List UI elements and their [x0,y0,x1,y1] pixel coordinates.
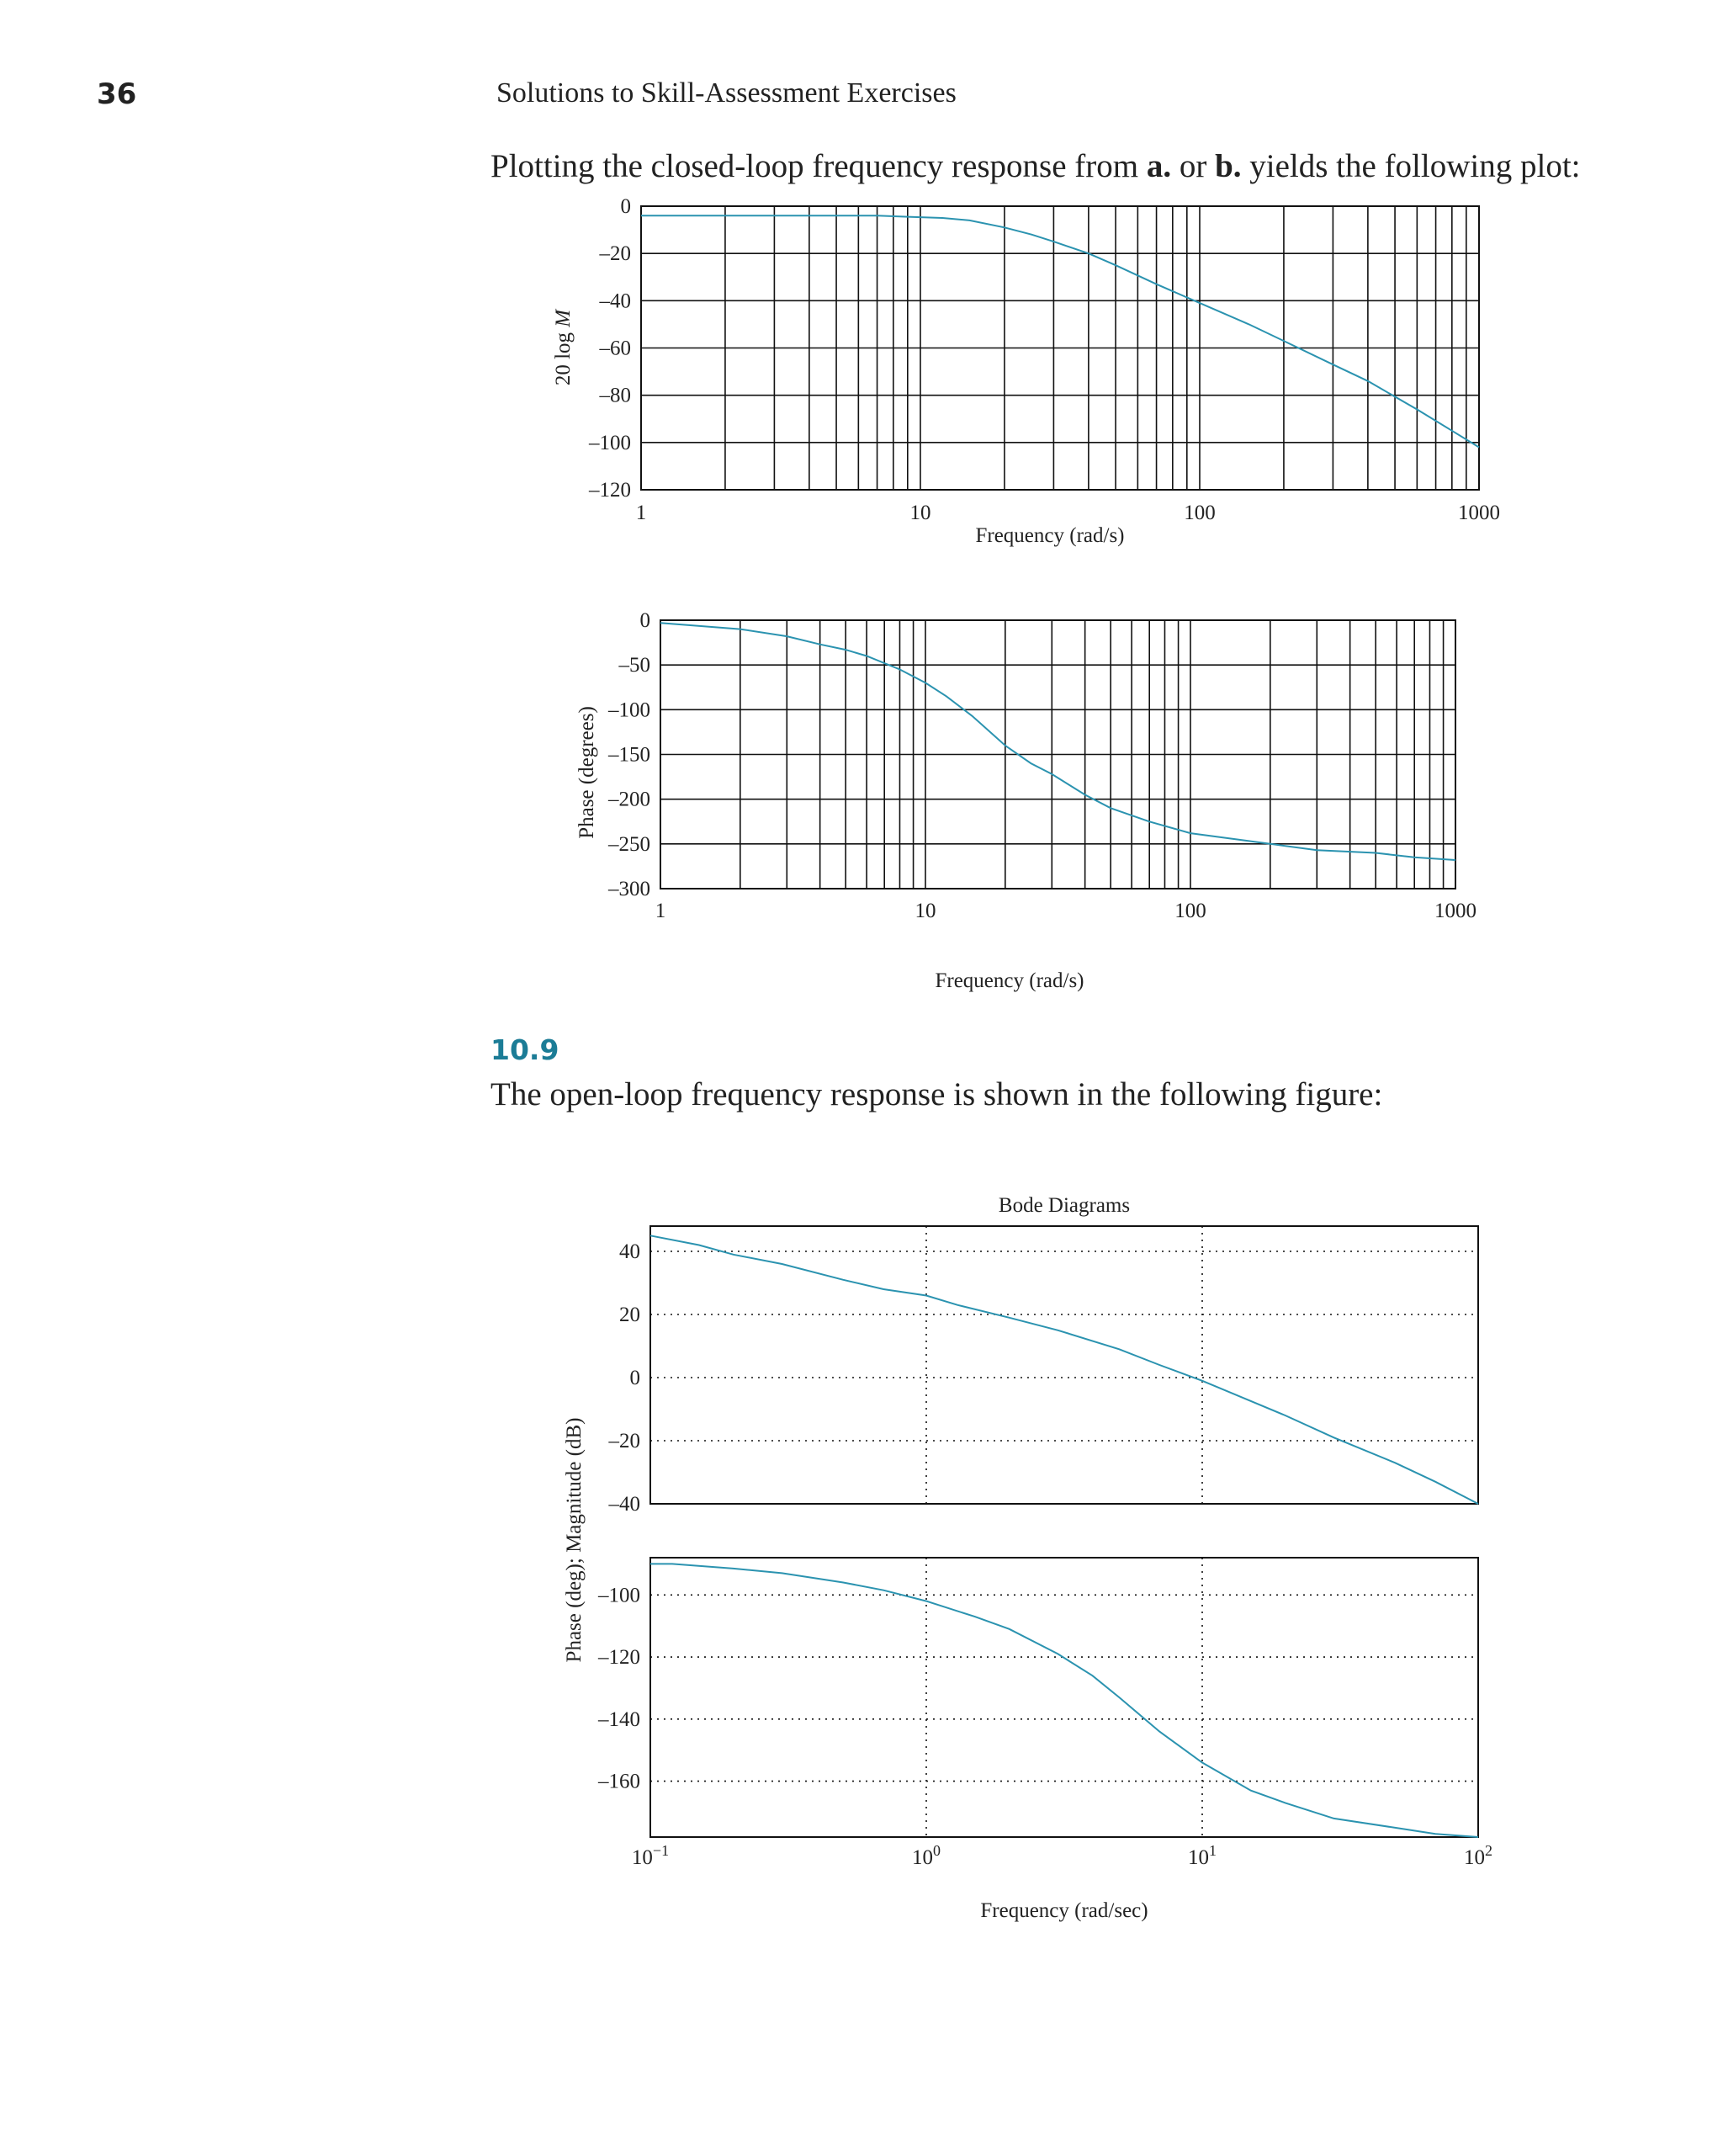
y-tick-label: –160 [598,1770,640,1793]
x-axis-label: Frequency (rad/s) [935,969,1084,992]
y-tick-label: 0 [639,609,650,632]
intro-a: a. [1146,148,1172,184]
y-tick-label: –40 [599,289,631,313]
y-tick-label: –100 [598,1584,640,1607]
y-tick-label: –80 [599,384,631,407]
y-tick-label: 0 [629,1367,640,1389]
x-tick-label: $10^{-1}$ [631,1842,670,1869]
x-tick-label: $10^0$ [912,1842,941,1869]
y-axis-label: Phase (degrees) [575,706,598,839]
y-tick-label: –20 [599,242,631,266]
x-tick-label: 1000 [1434,900,1476,922]
y-axis-label: 20 log M [552,309,575,386]
y-tick-label: 0 [620,195,631,218]
x-tick-label: 100 [1174,900,1206,922]
x-tick-label: 1 [635,502,647,524]
chart-title: Bode Diagrams [998,1194,1131,1217]
x-tick-label: 10 [915,900,936,922]
y-tick-label: –50 [618,654,650,677]
y-tick-label: 20 [619,1304,640,1326]
y-tick-label: –120 [598,1646,640,1670]
y-tick-label: –140 [598,1707,640,1731]
plot-frame [650,1226,1478,1504]
y-axis-label: Phase (deg); Magnitude (dB) [563,1417,586,1663]
plot-frame [650,1558,1478,1837]
intro-b: b. [1215,148,1242,184]
intro-text-or: or [1171,148,1216,184]
data-curve [650,1564,1478,1837]
intro-text-2: yields the following plot: [1241,148,1581,184]
y-tick-label: –40 [608,1493,640,1516]
x-tick-label: 100 [1184,502,1216,524]
y-tick-label: 40 [619,1240,640,1263]
section-number: 10.9 [490,1033,559,1066]
y-tick-label: –120 [589,479,631,502]
x-tick-label: $10^1$ [1188,1842,1217,1869]
y-tick-label: –300 [608,878,650,900]
data-curve [641,215,1479,447]
x-tick-label: 1 [655,900,666,922]
y-tick-label: –20 [608,1430,640,1452]
y-tick-label: –100 [589,431,631,454]
y-tick-label: –250 [608,832,650,856]
y-tick-label: –150 [608,743,650,767]
data-curve [650,1235,1478,1504]
x-tick-label: $10^2$ [1464,1842,1492,1869]
x-tick-label: 1000 [1458,502,1500,524]
x-tick-label: 10 [909,502,931,524]
running-head: Solutions to Skill-Assessment Exercises [496,77,957,109]
page-number: 36 [97,77,137,111]
y-tick-label: –200 [608,788,650,811]
y-tick-label: –100 [608,698,650,722]
intro-text-1: Plotting the closed-loop frequency response from [490,148,1147,184]
x-axis-label: Frequency (rad/sec) [980,1899,1148,1922]
x-axis-label: Frequency (rad/s) [975,524,1125,547]
data-curve [660,623,1455,860]
section-text: The open-loop frequency response is shown in the following figure: [490,1076,1383,1113]
y-tick-label: –60 [599,337,631,360]
